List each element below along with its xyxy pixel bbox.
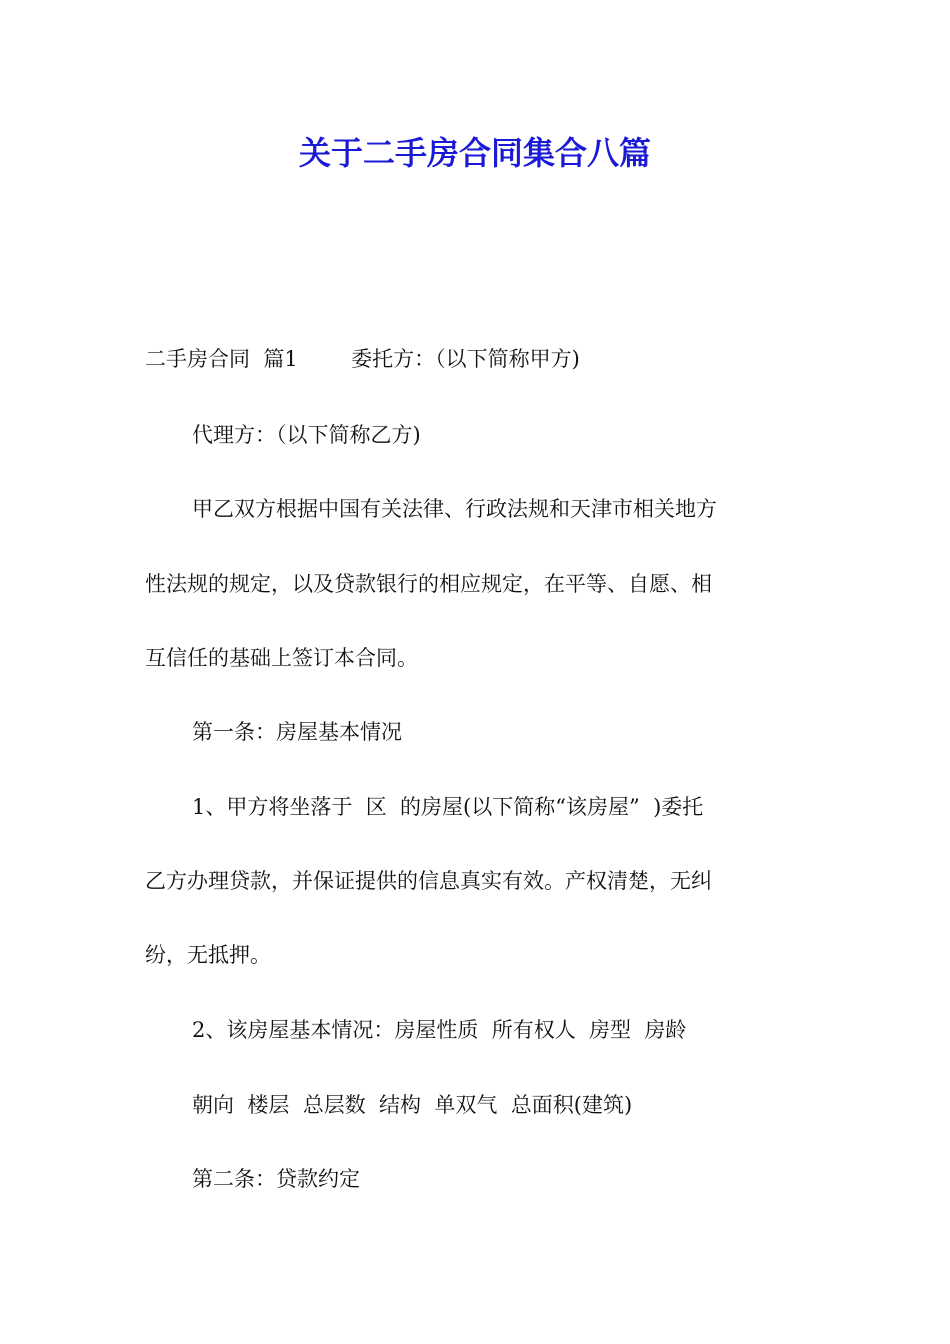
agent-party-line: 代理方：（以下简称乙方): [192, 423, 421, 447]
paragraph-line: 甲乙双方根据中国有关法律、行政法规和天津市相关地方: [192, 497, 717, 521]
paragraph-line: 性法规的规定，以及贷款银行的相应规定，在平等、自愿、相: [145, 572, 712, 596]
clause-1-line: 1、甲方将坐落于 区 的房屋(以下简称“该房屋” )委托: [192, 795, 704, 819]
clause-2-line: 朝向 楼层 总层数 结构 单双气 总面积(建筑): [192, 1093, 633, 1117]
clause-1-line: 纷，无抵押。: [145, 943, 271, 967]
contract-heading-line: 二手房合同 篇1 委托方：（以下简称甲方): [145, 347, 580, 371]
article-heading-2: 第二条：贷款约定: [192, 1167, 360, 1191]
clause-2-line: 2、该房屋基本情况：房屋性质 所有权人 房型 房龄: [192, 1018, 687, 1042]
document-title: 关于二手房合同集合八篇: [298, 134, 651, 172]
clause-1-line: 乙方办理贷款，并保证提供的信息真实有效。产权清楚，无纠: [145, 869, 712, 893]
paragraph-line: 互信任的基础上签订本合同。: [145, 646, 418, 670]
article-heading-1: 第一条：房屋基本情况: [192, 720, 402, 744]
